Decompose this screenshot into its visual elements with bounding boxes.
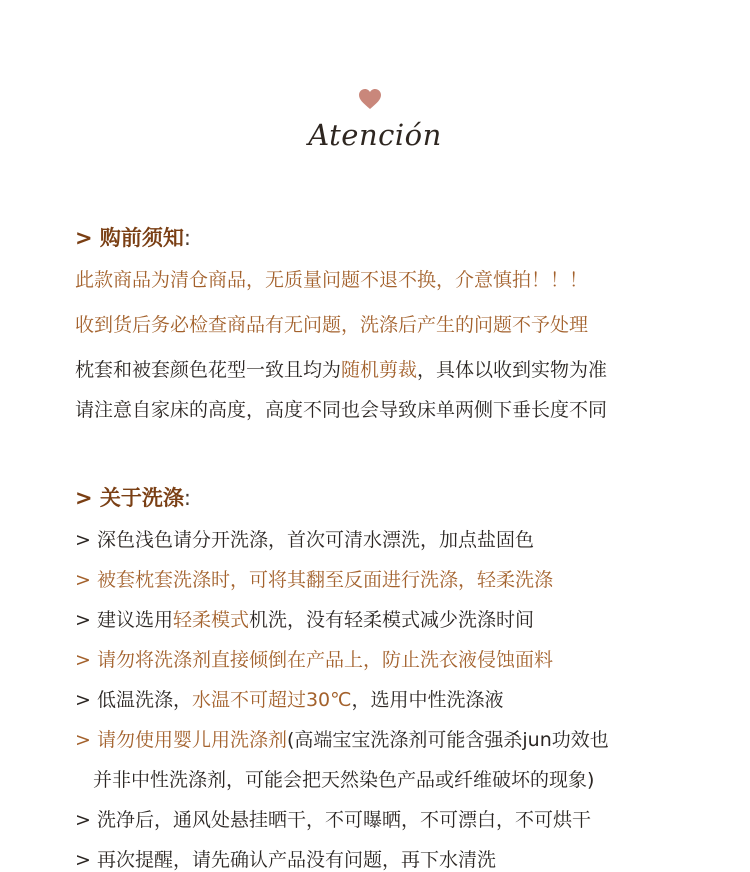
notice-line-3-highlight: 随机剪裁: [341, 359, 418, 381]
notice-line-1: 此款商品为清仓商品，无质量问题不退不换，介意慎拍！！！: [75, 269, 589, 291]
notice-line-2: 收到货后务必检查商品有无问题，洗涤后产生的问题不予处理: [75, 314, 589, 336]
heading-colon: :: [183, 486, 191, 510]
wash-item-5-c: ，选用中性洗涤液: [351, 689, 504, 711]
wash-item-8: > 再次提醒，请先确认产品没有问题，再下水清洗: [75, 849, 496, 871]
wash-item-5: [75, 688, 504, 712]
wash-item-2: > 被套枕套洗涤时，可将其翻至反面进行洗涤，轻柔洗涤: [75, 569, 553, 591]
wash-item-6-b: (高端宝宝洗涤剂可能含强杀jun功效也: [286, 729, 609, 751]
notice-line-3-a: 枕套和被套颜色花型一致且均为: [75, 359, 342, 381]
page-title: Atención: [308, 118, 442, 152]
washing-heading-text: > 关于洗涤: [75, 486, 184, 510]
notice-line-3: [75, 358, 607, 382]
wash-item-6-highlight: > 请勿使用婴儿用洗涤剂: [75, 729, 287, 751]
wash-item-6: [75, 728, 609, 752]
wash-item-3-c: 机洗，没有轻柔模式减少洗涤时间: [248, 609, 534, 631]
notice-line-4: 请注意自家床的高度，高度不同也会导致床单两侧下垂长度不同: [75, 399, 608, 421]
heart-icon: [358, 88, 382, 110]
wash-item-5-a: > 低温洗涤，: [75, 689, 192, 711]
wash-item-3-a: > 建议选用: [75, 609, 173, 631]
wash-item-3: [75, 608, 534, 632]
wash-item-5-highlight: 水温不可超过30℃: [191, 689, 352, 711]
wash-item-1: > 深色浅色请分开洗涤，首次可清水漂洗，加点盐固色: [75, 529, 534, 551]
pre-purchase-heading: [75, 222, 191, 252]
wash-item-6-continued: 并非中性洗涤剂，可能会把天然染色产品或纤维破坏的现象): [93, 769, 595, 791]
wash-item-3-highlight: 轻柔模式: [172, 609, 249, 631]
pre-purchase-heading-text: > 购前须知: [75, 226, 184, 250]
notice-line-3-c: ，具体以收到实物为准: [417, 359, 608, 381]
heading-colon: :: [183, 226, 191, 250]
wash-item-4: > 请勿将洗涤剂直接倾倒在产品上，防止洗衣液侵蚀面料: [75, 649, 553, 671]
washing-heading: [75, 482, 191, 512]
wash-item-7: > 洗净后，通风处悬挂晒干，不可曝晒，不可漂白，不可烘干: [75, 809, 591, 831]
